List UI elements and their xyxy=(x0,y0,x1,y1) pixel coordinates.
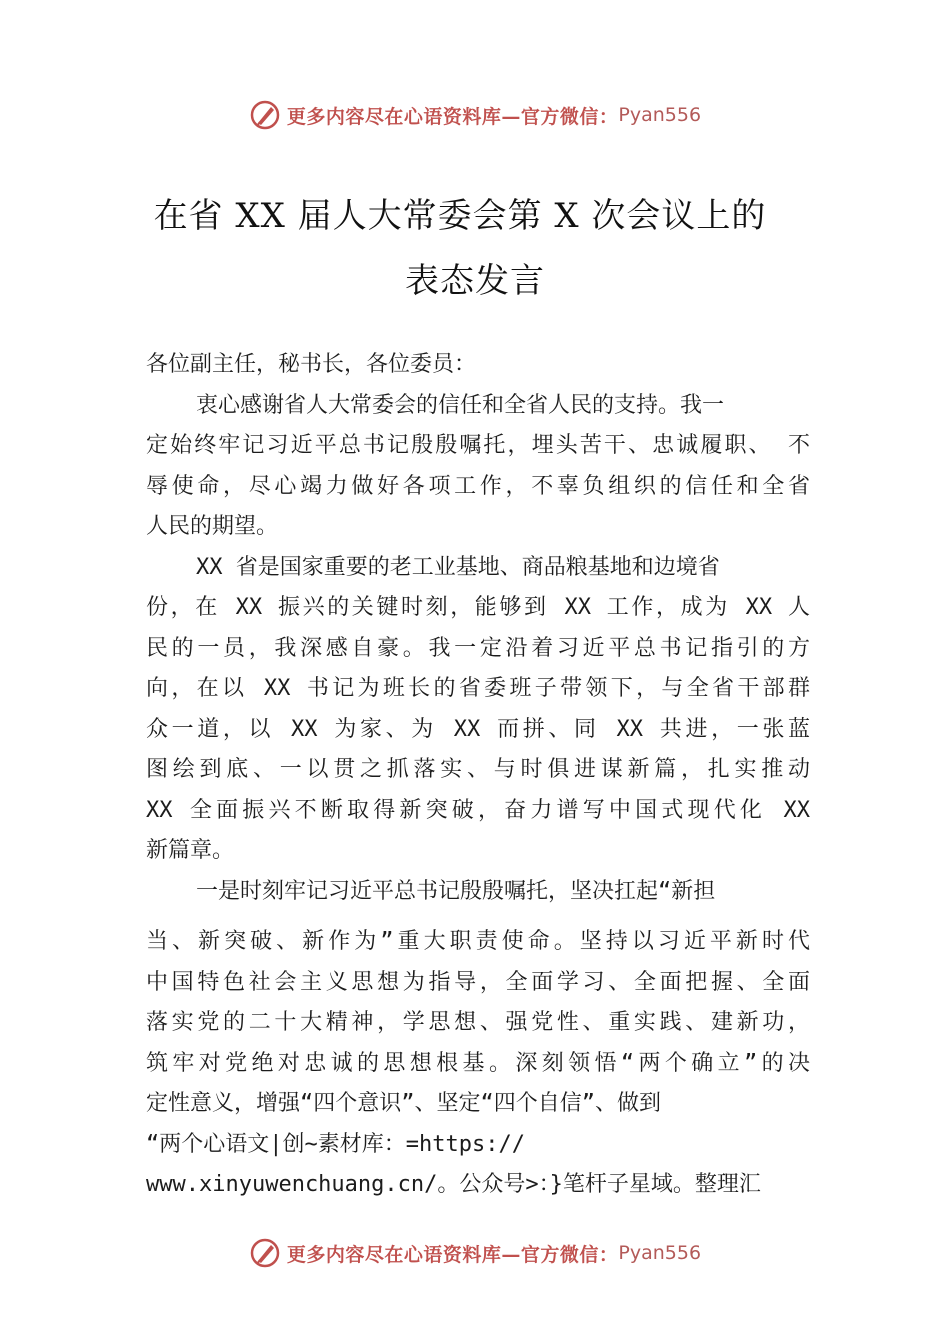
body-line: 定性意义，增强“四个意识”、坚定“四个自信”、做到 xyxy=(146,1091,661,1116)
quill-logo-icon xyxy=(249,1237,281,1269)
wechat-id: Pyan556 xyxy=(618,104,702,126)
body-line: 民的一员，我深感自豪。我一定沿着习近平总书记指引的方 xyxy=(146,635,810,661)
body-line: 份，在 XX 振兴的关键时刻，能够到 XX 工作，成为 XX 人 xyxy=(146,595,810,620)
salutation: 各位副主任，秘书长，各位委员： xyxy=(146,352,477,377)
watermark-banner-top xyxy=(0,95,950,135)
document-body xyxy=(146,345,810,1206)
body-line: 图绘到底、一以贯之抓落实、与时俱进谋新篇，扎实推动 xyxy=(146,757,810,782)
body-line: 中国特色社会主义思想为指导，全面学习、全面把握、全面 xyxy=(146,969,810,995)
body-line: “两个心语文|创~素材库：=https:// xyxy=(146,1131,525,1157)
watermark-banner-bottom xyxy=(0,1233,950,1273)
wechat-id: Pyan556 xyxy=(618,1242,702,1264)
body-line: 定始终牢记习近平总书记殷殷嘱托，埋头苦干、忠诚履职、 不 xyxy=(146,433,810,458)
body-line: XX 全面振兴不断取得新突破，奋力谱写中国式现代化 XX xyxy=(146,797,810,823)
watermark-text: 更多内容尽在心语资料库—官方微信： xyxy=(286,105,619,128)
body-line: 众一道，以 XX 为家、为 XX 而拼、同 XX 共进，一张蓝 xyxy=(146,716,810,742)
body-line: 当、新突破、新作为”重大职责使命。坚持以习近平新时代 xyxy=(146,929,810,954)
body-line: 人民的期望。 xyxy=(146,514,279,539)
body-line: 新篇章。 xyxy=(146,838,235,863)
body-line: 辱使命，尽心竭力做好各项工作，不辜负组织的信任和全省 xyxy=(146,473,810,499)
watermark-text: 更多内容尽在心语资料库—官方微信： xyxy=(286,1243,619,1266)
body-line: 衷心感谢省人大常委会的信任和全省人民的支持。我一 xyxy=(196,392,725,418)
body-line: XX 省是国家重要的老工业基地、商品粮基地和边境省 xyxy=(196,554,720,580)
document-title-line-2: 表态发言 xyxy=(405,261,545,301)
body-line: 一是时刻牢记习近平总书记殷殷嘱托，坚决扛起“新担 xyxy=(196,878,716,904)
body-line: 筑牢对党绝对忠诚的思想根基。深刻领悟“两个确立”的决 xyxy=(146,1050,810,1076)
body-line: 向，在以 XX 书记为班长的省委班子带领下，与全省干部群 xyxy=(146,676,810,701)
document-title-line-1: 在省 XX 届人大常委会第 X 次会议上的 xyxy=(153,196,767,236)
quill-logo-icon xyxy=(249,99,281,131)
body-line: www.xinyuwenchuang.cn/。公众号>：}笔杆子星域。整理汇 xyxy=(146,1172,761,1197)
body-line: 落实党的二十大精神，学思想、强党性、重实践、建新功， xyxy=(146,1010,810,1035)
